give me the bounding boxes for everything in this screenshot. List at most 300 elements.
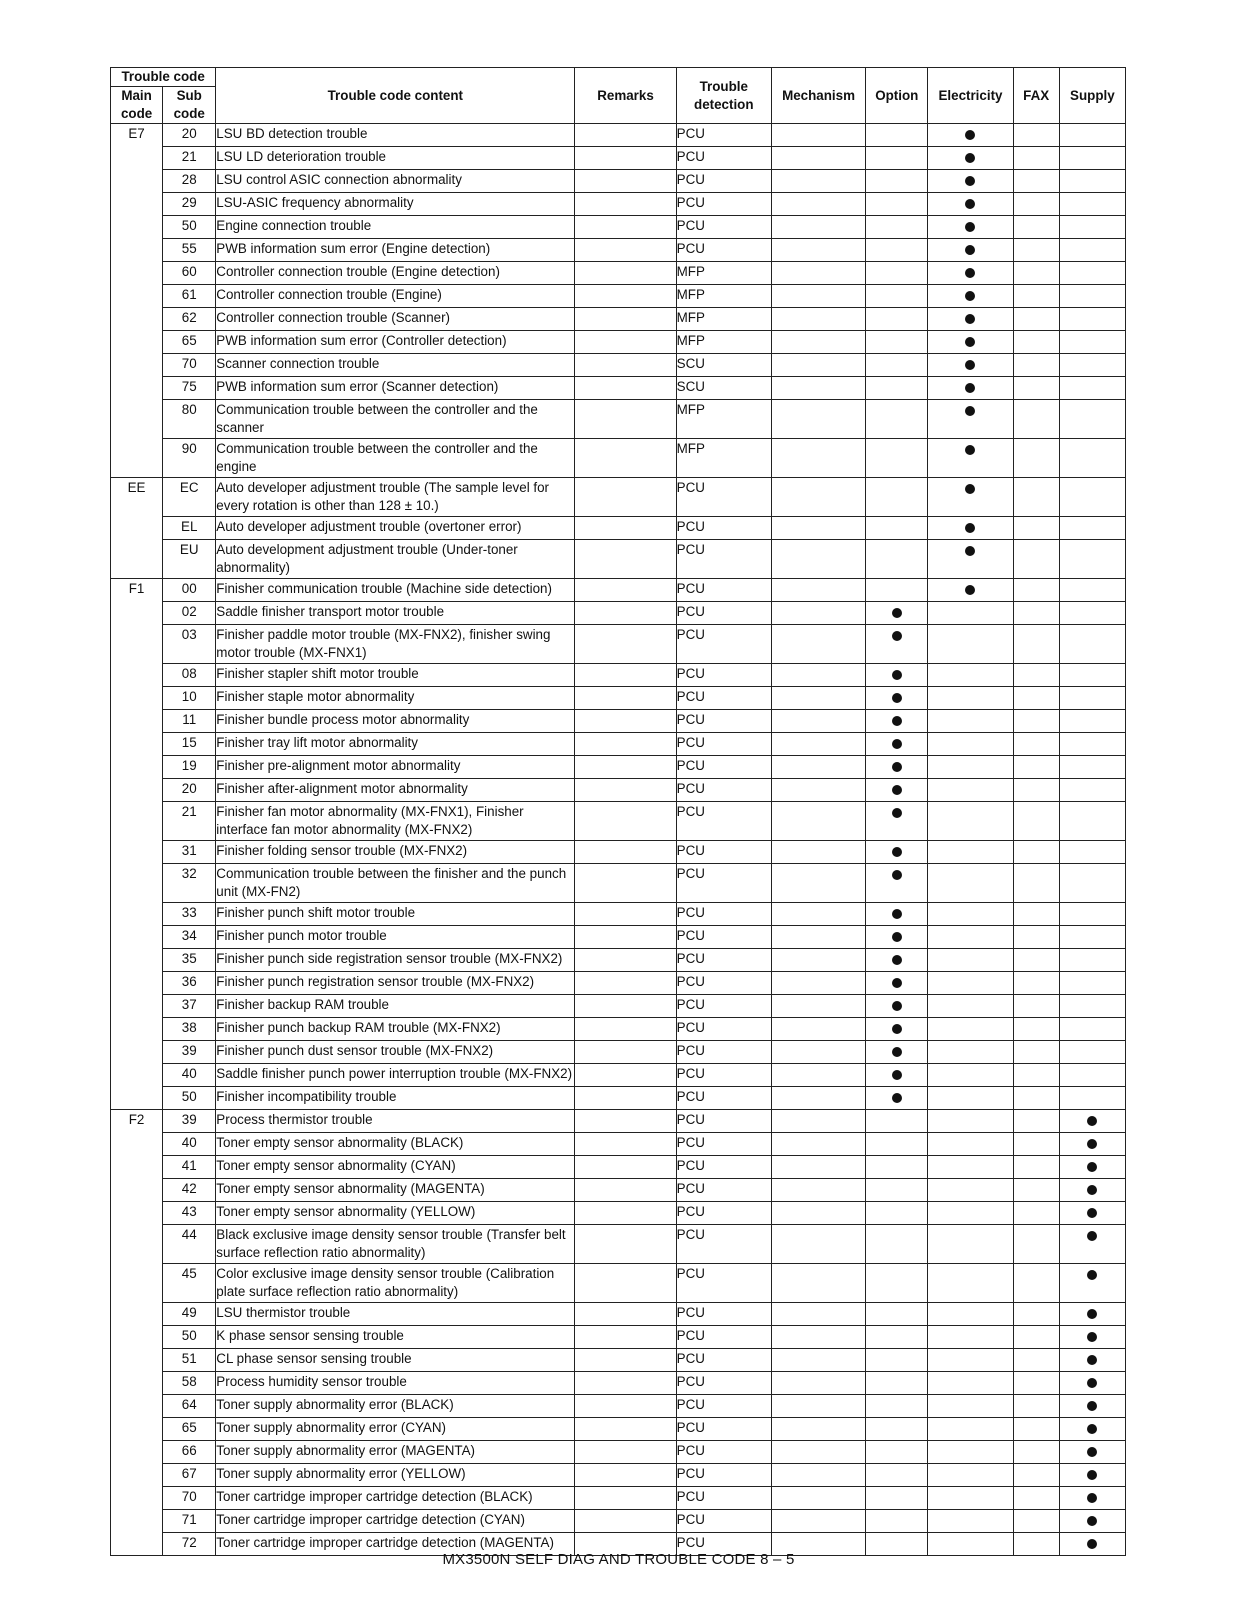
detection-cell: PCU xyxy=(676,1487,771,1510)
electricity-cell xyxy=(928,170,1013,193)
supply-cell xyxy=(1059,478,1125,517)
detection-cell: MFP xyxy=(676,308,771,331)
sub-code-cell: EC xyxy=(163,478,216,517)
mechanism-cell xyxy=(771,147,865,170)
supply-cell xyxy=(1059,239,1125,262)
option-cell xyxy=(866,216,928,239)
table-row xyxy=(111,124,1126,147)
sub-code-cell: 45 xyxy=(163,1264,216,1303)
table-row xyxy=(111,1264,1126,1303)
option-cell xyxy=(866,1179,928,1202)
detection-cell: PCU xyxy=(676,733,771,756)
remarks-cell xyxy=(575,1041,676,1064)
fax-cell xyxy=(1013,193,1059,216)
mechanism-cell xyxy=(771,733,865,756)
option-cell xyxy=(866,1349,928,1372)
option-cell xyxy=(866,1303,928,1326)
supply-cell xyxy=(1059,1349,1125,1372)
option-cell xyxy=(866,579,928,602)
bullet-icon xyxy=(1087,1424,1097,1434)
mechanism-cell xyxy=(771,285,865,308)
option-cell xyxy=(866,331,928,354)
main-code-cell: F2 xyxy=(111,1110,163,1556)
fax-cell xyxy=(1013,1418,1059,1441)
supply-cell xyxy=(1059,1202,1125,1225)
fax-cell xyxy=(1013,1349,1059,1372)
detection-cell: PCU xyxy=(676,1349,771,1372)
mechanism-cell xyxy=(771,664,865,687)
bullet-icon xyxy=(1087,1185,1097,1195)
table-row xyxy=(111,262,1126,285)
table-row xyxy=(111,841,1126,864)
detection-cell: PCU xyxy=(676,1179,771,1202)
content-cell: Communication trouble between the finisher and the punch unit (MX-FN2) xyxy=(216,864,575,903)
fax-cell xyxy=(1013,1395,1059,1418)
fax-cell xyxy=(1013,864,1059,903)
table-header xyxy=(111,68,1126,124)
table-row xyxy=(111,540,1126,579)
content-cell: Finisher tray lift motor abnormality xyxy=(216,733,575,756)
option-cell xyxy=(866,926,928,949)
table-row xyxy=(111,1041,1126,1064)
supply-cell xyxy=(1059,1303,1125,1326)
sub-code-cell: 37 xyxy=(163,995,216,1018)
electricity-cell xyxy=(928,995,1013,1018)
detection-cell: PCU xyxy=(676,579,771,602)
supply-cell xyxy=(1059,262,1125,285)
sub-code-cell: 21 xyxy=(163,802,216,841)
electricity-cell xyxy=(928,1179,1013,1202)
table-row xyxy=(111,216,1126,239)
sub-code-cell: 67 xyxy=(163,1464,216,1487)
fax-cell xyxy=(1013,1041,1059,1064)
mechanism-cell xyxy=(771,1156,865,1179)
sub-code-cell: 10 xyxy=(163,687,216,710)
bullet-icon xyxy=(965,523,975,533)
fax-cell xyxy=(1013,308,1059,331)
option-cell xyxy=(866,517,928,540)
electricity-cell xyxy=(928,1349,1013,1372)
sub-code-cell: 70 xyxy=(163,354,216,377)
supply-cell xyxy=(1059,1110,1125,1133)
sub-code-cell: 41 xyxy=(163,1156,216,1179)
bullet-icon xyxy=(892,670,902,680)
supply-cell xyxy=(1059,949,1125,972)
header-electricity: Electricity xyxy=(928,68,1013,124)
fax-cell xyxy=(1013,625,1059,664)
content-cell: CL phase sensor sensing trouble xyxy=(216,1349,575,1372)
bullet-icon xyxy=(965,268,975,278)
sub-code-cell: 40 xyxy=(163,1064,216,1087)
mechanism-cell xyxy=(771,579,865,602)
content-cell: Controller connection trouble (Engine) xyxy=(216,285,575,308)
option-cell xyxy=(866,239,928,262)
fax-cell xyxy=(1013,1133,1059,1156)
sub-code-cell: 58 xyxy=(163,1372,216,1395)
sub-code-cell: 33 xyxy=(163,903,216,926)
remarks-cell xyxy=(575,377,676,400)
sub-code-cell: 72 xyxy=(163,1533,216,1556)
option-cell xyxy=(866,377,928,400)
table-row xyxy=(111,1349,1126,1372)
bullet-icon xyxy=(965,153,975,163)
content-cell: Toner empty sensor abnormality (CYAN) xyxy=(216,1156,575,1179)
bullet-icon xyxy=(892,739,902,749)
remarks-cell xyxy=(575,1264,676,1303)
supply-cell xyxy=(1059,602,1125,625)
table-row xyxy=(111,1202,1126,1225)
mechanism-cell xyxy=(771,1326,865,1349)
electricity-cell xyxy=(928,1303,1013,1326)
content-cell: LSU control ASIC connection abnormality xyxy=(216,170,575,193)
detection-cell: PCU xyxy=(676,1018,771,1041)
mechanism-cell xyxy=(771,625,865,664)
fax-cell xyxy=(1013,903,1059,926)
remarks-cell xyxy=(575,354,676,377)
content-cell: Toner supply abnormality error (BLACK) xyxy=(216,1395,575,1418)
detection-cell: MFP xyxy=(676,400,771,439)
sub-code-cell: 50 xyxy=(163,1087,216,1110)
bullet-icon xyxy=(1087,1309,1097,1319)
table-row xyxy=(111,1087,1126,1110)
table-row xyxy=(111,1303,1126,1326)
table-row xyxy=(111,354,1126,377)
detection-cell: PCU xyxy=(676,802,771,841)
supply-cell xyxy=(1059,756,1125,779)
remarks-cell xyxy=(575,972,676,995)
bullet-icon xyxy=(892,1001,902,1011)
option-cell xyxy=(866,439,928,478)
option-cell xyxy=(866,756,928,779)
fax-cell xyxy=(1013,710,1059,733)
mechanism-cell xyxy=(771,400,865,439)
bullet-icon xyxy=(892,808,902,818)
table-row xyxy=(111,1395,1126,1418)
content-cell: Finisher pre-alignment motor abnormality xyxy=(216,756,575,779)
fax-cell xyxy=(1013,1441,1059,1464)
mechanism-cell xyxy=(771,687,865,710)
mechanism-cell xyxy=(771,1202,865,1225)
bullet-icon xyxy=(892,716,902,726)
fax-cell xyxy=(1013,331,1059,354)
sub-code-cell: 36 xyxy=(163,972,216,995)
bullet-icon xyxy=(965,383,975,393)
sub-code-cell: 66 xyxy=(163,1441,216,1464)
supply-cell xyxy=(1059,926,1125,949)
option-cell xyxy=(866,664,928,687)
fax-cell xyxy=(1013,733,1059,756)
fax-cell xyxy=(1013,540,1059,579)
sub-code-cell: 15 xyxy=(163,733,216,756)
main-code-cell: EE xyxy=(111,478,163,579)
electricity-cell xyxy=(928,1225,1013,1264)
option-cell xyxy=(866,1133,928,1156)
remarks-cell xyxy=(575,949,676,972)
bullet-icon xyxy=(965,484,975,494)
sub-code-cell: EU xyxy=(163,540,216,579)
fax-cell xyxy=(1013,285,1059,308)
content-cell: Auto developer adjustment trouble (The sample level for every rotation is other than 128 ± 10.) xyxy=(216,478,575,517)
fax-cell xyxy=(1013,602,1059,625)
content-cell: Saddle finisher punch power interruption trouble (MX-FNX2) xyxy=(216,1064,575,1087)
fax-cell xyxy=(1013,802,1059,841)
mechanism-cell xyxy=(771,1133,865,1156)
sub-code-cell: 55 xyxy=(163,239,216,262)
mechanism-cell xyxy=(771,124,865,147)
remarks-cell xyxy=(575,1225,676,1264)
content-cell: Finisher fan motor abnormality (MX-FNX1), Finisher interface fan motor abnormality (MX-FNX2) xyxy=(216,802,575,841)
header-main-code: Main code xyxy=(111,87,163,124)
bullet-icon xyxy=(1087,1516,1097,1526)
electricity-cell xyxy=(928,1041,1013,1064)
content-cell: LSU BD detection trouble xyxy=(216,124,575,147)
sub-code-cell: 50 xyxy=(163,216,216,239)
content-cell: PWB information sum error (Engine detection) xyxy=(216,239,575,262)
detection-cell: PCU xyxy=(676,949,771,972)
detection-cell: PCU xyxy=(676,664,771,687)
sub-code-cell: 51 xyxy=(163,1349,216,1372)
remarks-cell xyxy=(575,1441,676,1464)
option-cell xyxy=(866,1041,928,1064)
bullet-icon xyxy=(892,955,902,965)
detection-cell: PCU xyxy=(676,1464,771,1487)
fax-cell xyxy=(1013,1225,1059,1264)
option-cell xyxy=(866,478,928,517)
mechanism-cell xyxy=(771,1041,865,1064)
table-row xyxy=(111,949,1126,972)
detection-cell: MFP xyxy=(676,262,771,285)
supply-cell xyxy=(1059,517,1125,540)
mechanism-cell xyxy=(771,517,865,540)
detection-cell: PCU xyxy=(676,1133,771,1156)
detection-cell: PCU xyxy=(676,1303,771,1326)
supply-cell xyxy=(1059,147,1125,170)
electricity-cell xyxy=(928,1487,1013,1510)
electricity-cell xyxy=(928,756,1013,779)
content-cell: Finisher punch dust sensor trouble (MX-FNX2) xyxy=(216,1041,575,1064)
remarks-cell xyxy=(575,1349,676,1372)
sub-code-cell: 40 xyxy=(163,1133,216,1156)
mechanism-cell xyxy=(771,710,865,733)
content-cell: Finisher stapler shift motor trouble xyxy=(216,664,575,687)
supply-cell xyxy=(1059,1326,1125,1349)
bullet-icon xyxy=(892,631,902,641)
bullet-icon xyxy=(965,222,975,232)
detection-cell: PCU xyxy=(676,1110,771,1133)
fax-cell xyxy=(1013,1510,1059,1533)
remarks-cell xyxy=(575,193,676,216)
detection-cell: PCU xyxy=(676,710,771,733)
mechanism-cell xyxy=(771,1179,865,1202)
mechanism-cell xyxy=(771,779,865,802)
supply-cell xyxy=(1059,687,1125,710)
mechanism-cell xyxy=(771,756,865,779)
sub-code-cell: 28 xyxy=(163,170,216,193)
electricity-cell xyxy=(928,949,1013,972)
content-cell: Finisher folding sensor trouble (MX-FNX2) xyxy=(216,841,575,864)
remarks-cell xyxy=(575,124,676,147)
electricity-cell xyxy=(928,262,1013,285)
detection-cell: PCU xyxy=(676,124,771,147)
bullet-icon xyxy=(1087,1470,1097,1480)
remarks-cell xyxy=(575,331,676,354)
electricity-cell xyxy=(928,1372,1013,1395)
fax-cell xyxy=(1013,756,1059,779)
table-row xyxy=(111,625,1126,664)
mechanism-cell xyxy=(771,1264,865,1303)
remarks-cell xyxy=(575,841,676,864)
electricity-cell xyxy=(928,285,1013,308)
table-row xyxy=(111,1110,1126,1133)
sub-code-cell: 90 xyxy=(163,439,216,478)
option-cell xyxy=(866,625,928,664)
bullet-icon xyxy=(892,1093,902,1103)
remarks-cell xyxy=(575,903,676,926)
detection-cell: PCU xyxy=(676,147,771,170)
content-cell: Communication trouble between the controller and the scanner xyxy=(216,400,575,439)
sub-code-cell: 00 xyxy=(163,579,216,602)
option-cell xyxy=(866,1510,928,1533)
fax-cell xyxy=(1013,1156,1059,1179)
remarks-cell xyxy=(575,478,676,517)
electricity-cell xyxy=(928,354,1013,377)
supply-cell xyxy=(1059,1464,1125,1487)
main-code-cell: F1 xyxy=(111,579,163,1110)
electricity-cell xyxy=(928,216,1013,239)
supply-cell xyxy=(1059,1156,1125,1179)
header-trouble-code: Trouble code xyxy=(111,68,216,87)
detection-cell: PCU xyxy=(676,602,771,625)
supply-cell xyxy=(1059,903,1125,926)
content-cell: Finisher punch motor trouble xyxy=(216,926,575,949)
content-cell: Toner cartridge improper cartridge detection (MAGENTA) xyxy=(216,1533,575,1556)
mechanism-cell xyxy=(771,1303,865,1326)
header-option: Option xyxy=(866,68,928,124)
detection-cell: PCU xyxy=(676,903,771,926)
detection-cell: PCU xyxy=(676,1441,771,1464)
mechanism-cell xyxy=(771,354,865,377)
fax-cell xyxy=(1013,1326,1059,1349)
detection-cell: PCU xyxy=(676,239,771,262)
bullet-icon xyxy=(892,847,902,857)
electricity-cell xyxy=(928,1064,1013,1087)
mechanism-cell xyxy=(771,1087,865,1110)
detection-cell: PCU xyxy=(676,517,771,540)
header-supply: Supply xyxy=(1059,68,1125,124)
option-cell xyxy=(866,1087,928,1110)
remarks-cell xyxy=(575,1179,676,1202)
option-cell xyxy=(866,779,928,802)
bullet-icon xyxy=(965,337,975,347)
table-row xyxy=(111,926,1126,949)
bullet-icon xyxy=(892,785,902,795)
content-cell: Scanner connection trouble xyxy=(216,354,575,377)
supply-cell xyxy=(1059,1395,1125,1418)
remarks-cell xyxy=(575,439,676,478)
option-cell xyxy=(866,802,928,841)
option-cell xyxy=(866,949,928,972)
fax-cell xyxy=(1013,779,1059,802)
table-row xyxy=(111,147,1126,170)
option-cell xyxy=(866,1156,928,1179)
remarks-cell xyxy=(575,625,676,664)
supply-cell xyxy=(1059,1064,1125,1087)
bullet-icon xyxy=(965,546,975,556)
option-cell xyxy=(866,864,928,903)
bullet-icon xyxy=(892,932,902,942)
supply-cell xyxy=(1059,1041,1125,1064)
sub-code-cell: 61 xyxy=(163,285,216,308)
table-row xyxy=(111,1064,1126,1087)
option-cell xyxy=(866,262,928,285)
table-row xyxy=(111,1464,1126,1487)
remarks-cell xyxy=(575,170,676,193)
supply-cell xyxy=(1059,285,1125,308)
table-row xyxy=(111,972,1126,995)
mechanism-cell xyxy=(771,1349,865,1372)
content-cell: Finisher bundle process motor abnormality xyxy=(216,710,575,733)
table-row xyxy=(111,733,1126,756)
electricity-cell xyxy=(928,903,1013,926)
sub-code-cell: 08 xyxy=(163,664,216,687)
electricity-cell xyxy=(928,687,1013,710)
mechanism-cell xyxy=(771,1441,865,1464)
supply-cell xyxy=(1059,1133,1125,1156)
sub-code-cell: 42 xyxy=(163,1179,216,1202)
content-cell: LSU-ASIC frequency abnormality xyxy=(216,193,575,216)
sub-code-cell: 43 xyxy=(163,1202,216,1225)
fax-cell xyxy=(1013,354,1059,377)
sub-code-cell: EL xyxy=(163,517,216,540)
content-cell: Auto developer adjustment trouble (overtoner error) xyxy=(216,517,575,540)
fax-cell xyxy=(1013,1303,1059,1326)
electricity-cell xyxy=(928,1133,1013,1156)
detection-cell: PCU xyxy=(676,926,771,949)
table-row xyxy=(111,1487,1126,1510)
detection-cell: SCU xyxy=(676,377,771,400)
remarks-cell xyxy=(575,1372,676,1395)
remarks-cell xyxy=(575,1510,676,1533)
bullet-icon xyxy=(965,406,975,416)
bullet-icon xyxy=(965,176,975,186)
mechanism-cell xyxy=(771,1487,865,1510)
remarks-cell xyxy=(575,540,676,579)
remarks-cell xyxy=(575,517,676,540)
fax-cell xyxy=(1013,1202,1059,1225)
bullet-icon xyxy=(965,199,975,209)
supply-cell xyxy=(1059,579,1125,602)
sub-code-cell: 35 xyxy=(163,949,216,972)
electricity-cell xyxy=(928,124,1013,147)
bullet-icon xyxy=(1087,1539,1097,1549)
bullet-icon xyxy=(892,1024,902,1034)
header-remarks: Remarks xyxy=(575,68,676,124)
content-cell: Saddle finisher transport motor trouble xyxy=(216,602,575,625)
remarks-cell xyxy=(575,1018,676,1041)
table-row xyxy=(111,400,1126,439)
table-row xyxy=(111,710,1126,733)
fax-cell xyxy=(1013,995,1059,1018)
content-cell: Finisher after-alignment motor abnormality xyxy=(216,779,575,802)
mechanism-cell xyxy=(771,1510,865,1533)
detection-cell: PCU xyxy=(676,625,771,664)
bullet-icon xyxy=(892,608,902,618)
sub-code-cell: 21 xyxy=(163,147,216,170)
mechanism-cell xyxy=(771,170,865,193)
electricity-cell xyxy=(928,1156,1013,1179)
electricity-cell xyxy=(928,1441,1013,1464)
detection-cell: PCU xyxy=(676,540,771,579)
